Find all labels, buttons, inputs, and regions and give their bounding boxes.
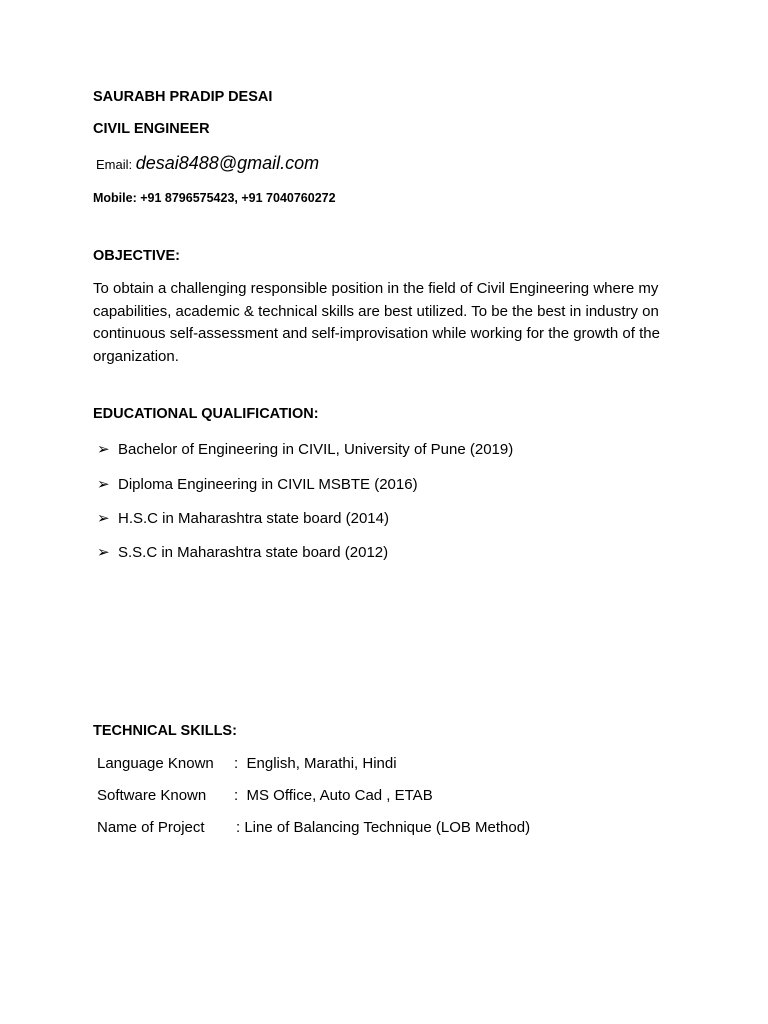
education-item-text: H.S.C in Maharashtra state board (2014) xyxy=(118,510,389,527)
skill-label: Name of Project xyxy=(97,819,205,836)
objective-heading: OBJECTIVE: xyxy=(93,248,181,264)
education-item-text: S.S.C in Maharashtra state board (2012) xyxy=(118,544,389,561)
education-item xyxy=(97,509,389,527)
arrowhead-bullet-icon: ➢ xyxy=(97,475,110,493)
education-item-text: Bachelor of Engineering in CIVIL, University of Pune (2019) xyxy=(118,441,514,458)
technical-skills-heading: TECHNICAL SKILLS: xyxy=(93,723,237,739)
education-item xyxy=(97,475,418,493)
email-label: Email: xyxy=(96,157,136,172)
mobile-line: Mobile: +91 8796575423, +91 7040760272 xyxy=(93,191,336,205)
education-item xyxy=(97,440,513,458)
skill-label: Language Known xyxy=(97,755,214,772)
education-item-text: Diploma Engineering in CIVIL MSBTE (2016) xyxy=(118,476,418,493)
skill-label: Software Known xyxy=(97,787,207,804)
skill-row-project xyxy=(97,819,530,836)
skill-row-language xyxy=(97,755,397,772)
email-value: desai8488@gmail.com xyxy=(135,153,320,173)
candidate-title: CIVIL ENGINEER xyxy=(93,121,210,137)
arrowhead-bullet-icon: ➢ xyxy=(97,509,110,527)
skill-value: English, Marathi, Hindi xyxy=(238,755,397,772)
education-item xyxy=(97,543,388,561)
objective-text: To obtain a challenging responsible position in the field of Civil Engineering where my capabilities, academic & technical skills are best utilized. To be the best in industry on continuous self-assessment and self-improvisation while working for the growth of the organization. xyxy=(93,280,660,365)
arrowhead-bullet-icon: ➢ xyxy=(97,543,110,561)
arrowhead-bullet-icon: ➢ xyxy=(97,440,110,458)
skill-separator: : xyxy=(234,755,239,772)
email-line xyxy=(96,153,319,174)
skill-separator: : xyxy=(236,819,241,836)
skill-value: MS Office, Auto Cad , ETAB xyxy=(238,787,433,804)
candidate-name: SAURABH PRADIP DESAI xyxy=(93,89,273,105)
skill-row-software xyxy=(97,787,433,804)
education-heading: EDUCATIONAL QUALIFICATION: xyxy=(93,406,319,422)
skill-separator: : xyxy=(234,787,239,804)
skill-value: Line of Balancing Technique (LOB Method) xyxy=(240,819,531,836)
